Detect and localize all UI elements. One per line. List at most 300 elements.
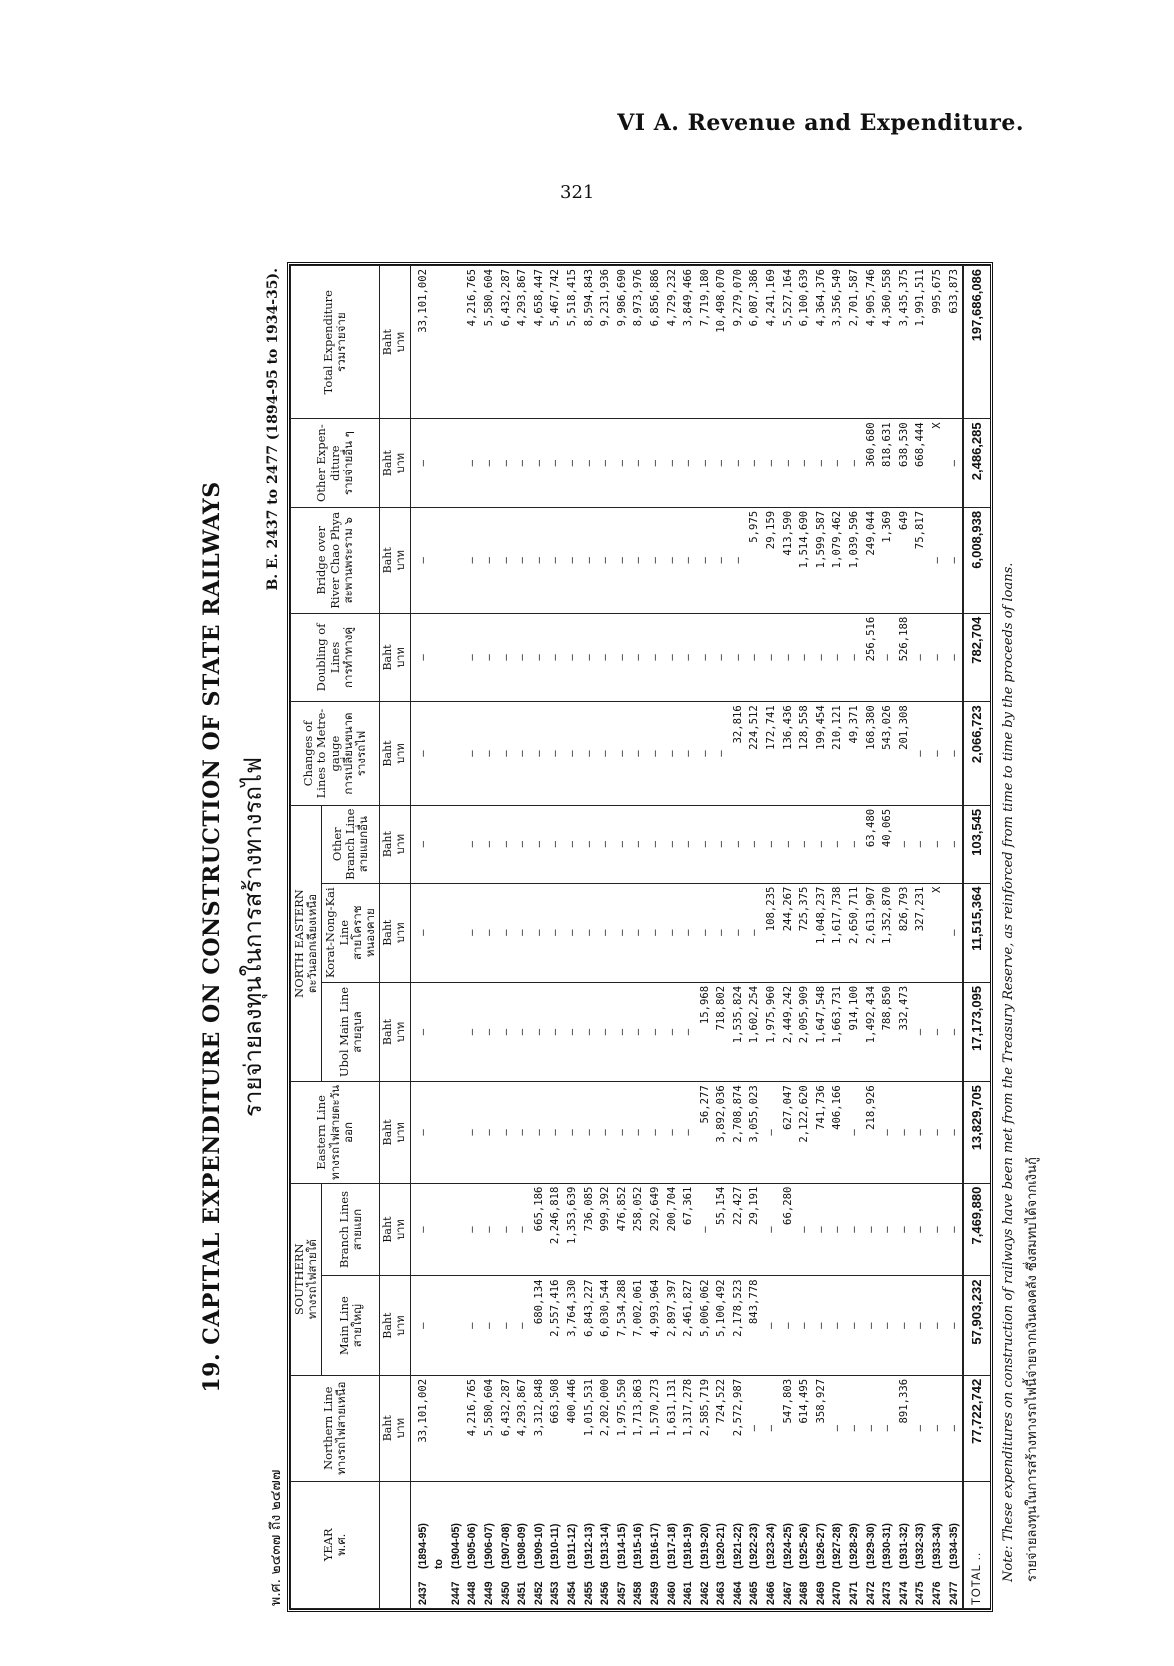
- value-cell: —: [647, 982, 664, 1081]
- value-cell: 826,793: [896, 883, 913, 982]
- value-cell: —: [912, 613, 929, 702]
- value-cell: —: [929, 1082, 946, 1183]
- unit-baht-thai: บาท: [393, 1219, 407, 1240]
- year-cell: [680, 1481, 697, 1608]
- value-cell: 244,267: [780, 883, 797, 982]
- value-cell: —: [697, 1183, 714, 1276]
- total-label: TOTAL ..: [963, 1481, 990, 1608]
- value-cell: —: [680, 507, 697, 613]
- expenditure-table-frame: [287, 262, 993, 1612]
- value-cell: —: [946, 1183, 964, 1276]
- year-ad: (1919-20): [698, 1523, 711, 1569]
- value-cell: —: [946, 883, 964, 982]
- value-cell: 332,473: [896, 982, 913, 1081]
- note-thai: รายจ่ายลงทุนในการสร้างทางรถไฟนี้จ่ายจากเงินคงคลัง ซึ่งสมทบได้จากเงินกู้: [1025, 1157, 1040, 1582]
- value-cell: 210,121: [829, 702, 846, 806]
- value-cell: —: [514, 702, 531, 806]
- unit-baht: Baht: [381, 919, 395, 946]
- value-cell: —: [464, 419, 481, 508]
- value-cell: 3,435,375: [896, 266, 913, 419]
- value-cell: —: [829, 1375, 846, 1481]
- value-cell: 2,650,711: [846, 883, 863, 982]
- value-cell: 1,975,960: [763, 982, 780, 1081]
- value-cell: —: [829, 1276, 846, 1375]
- value-cell: —: [796, 1276, 813, 1375]
- value-cell: 668,444: [912, 419, 929, 508]
- value-cell: 4,216,765: [464, 266, 481, 419]
- header-south-branch: Branch Lines สายแยก: [322, 1183, 380, 1276]
- unit-baht-thai: บาท: [393, 1021, 407, 1043]
- value-cell: 2,095,909: [796, 982, 813, 1081]
- year-cell: [829, 1481, 846, 1608]
- unit-baht: Baht: [381, 450, 395, 477]
- value-cell: 2,557,416: [547, 1276, 564, 1375]
- table-row: [410, 266, 431, 1609]
- value-cell: —: [664, 613, 681, 702]
- value-cell: —: [597, 1082, 614, 1183]
- year-be: 2450: [499, 1581, 512, 1605]
- value-cell: —: [564, 507, 581, 613]
- value-cell: 1,048,237: [813, 883, 830, 982]
- value-cell: [431, 1183, 448, 1276]
- value-cell: —: [614, 702, 631, 806]
- value-cell: 10,498,070: [713, 266, 730, 419]
- value-cell: —: [581, 419, 598, 508]
- total-value: 197,686,086: [963, 266, 990, 419]
- table-row: [896, 266, 913, 1609]
- year-cell: [664, 1481, 681, 1608]
- year-be: 2469: [814, 1581, 827, 1605]
- value-cell: —: [912, 1276, 929, 1375]
- value-cell: 55,154: [713, 1183, 730, 1276]
- year-ad: (1904-05): [449, 1523, 462, 1569]
- value-cell: 199,454: [813, 702, 830, 806]
- year-cell: [547, 1481, 564, 1608]
- value-cell: —: [664, 982, 681, 1081]
- value-cell: —: [410, 613, 431, 702]
- value-cell: —: [829, 419, 846, 508]
- value-cell: —: [498, 702, 515, 806]
- value-cell: —: [630, 507, 647, 613]
- value-cell: —: [846, 1183, 863, 1276]
- value-cell: [448, 266, 465, 419]
- year-ad: (1934-35): [947, 1523, 960, 1569]
- value-cell: —: [514, 1082, 531, 1183]
- value-cell: —: [410, 1082, 431, 1183]
- year-cell: [763, 1481, 780, 1608]
- unit-baht-thai: บาท: [393, 1122, 407, 1143]
- value-cell: 1,535,824: [730, 982, 747, 1081]
- value-cell: —: [796, 1183, 813, 1276]
- value-cell: —: [912, 702, 929, 806]
- total-value: 17,173,095: [963, 982, 990, 1081]
- value-cell: 29,159: [763, 507, 780, 613]
- value-cell: 4,658,447: [531, 266, 548, 419]
- value-cell: —: [946, 1375, 964, 1481]
- value-cell: 8,594,843: [581, 266, 598, 419]
- value-cell: —: [912, 982, 929, 1081]
- table-row: [879, 266, 896, 1609]
- value-cell: —: [763, 419, 780, 508]
- value-cell: —: [481, 702, 498, 806]
- year-cell: [410, 1481, 431, 1608]
- year-cell: [912, 1481, 929, 1608]
- value-cell: 201,308: [896, 702, 913, 806]
- value-cell: —: [581, 702, 598, 806]
- value-cell: —: [763, 805, 780, 883]
- value-cell: —: [813, 805, 830, 883]
- year-cell: [630, 1481, 647, 1608]
- year-ad: (1932-33): [914, 1523, 927, 1569]
- value-cell: [448, 805, 465, 883]
- value-cell: —: [464, 805, 481, 883]
- value-cell: —: [929, 1375, 946, 1481]
- value-cell: —: [912, 805, 929, 883]
- year-be: 2451: [516, 1581, 529, 1605]
- unit-baht-thai: บาท: [393, 743, 407, 764]
- value-cell: —: [929, 507, 946, 613]
- value-cell: —: [946, 1276, 964, 1375]
- value-cell: 2,613,907: [863, 883, 880, 982]
- value-cell: —: [464, 613, 481, 702]
- value-cell: —: [647, 613, 664, 702]
- value-cell: —: [929, 702, 946, 806]
- value-cell: [448, 1082, 465, 1183]
- value-cell: 33,101,002: [410, 266, 431, 419]
- year-be: 2466: [765, 1581, 778, 1605]
- unit-baht: Baht: [381, 644, 395, 671]
- year-cell: [647, 1481, 664, 1608]
- year-cell: [713, 1481, 730, 1608]
- value-cell: —: [746, 805, 763, 883]
- table-row: [547, 266, 564, 1609]
- value-cell: [448, 982, 465, 1081]
- value-cell: 6,030,544: [597, 1276, 614, 1375]
- value-cell: —: [730, 613, 747, 702]
- value-cell: 292,649: [647, 1183, 664, 1276]
- value-cell: —: [879, 1276, 896, 1375]
- value-cell: —: [614, 982, 631, 1081]
- value-cell: —: [410, 419, 431, 508]
- value-cell: —: [630, 883, 647, 982]
- note: [1001, 563, 1016, 1582]
- value-cell: —: [498, 982, 515, 1081]
- value-cell: —: [713, 419, 730, 508]
- value-cell: —: [896, 805, 913, 883]
- table-row: [597, 266, 614, 1609]
- value-cell: —: [481, 419, 498, 508]
- value-cell: —: [680, 419, 697, 508]
- value-cell: —: [481, 1082, 498, 1183]
- year-cell: [863, 1481, 880, 1608]
- value-cell: 1,492,434: [863, 982, 880, 1081]
- value-cell: 3,892,036: [713, 1082, 730, 1183]
- header-total: Total Expenditure รวมรายจ่าย: [291, 266, 380, 419]
- value-cell: —: [481, 507, 498, 613]
- note-text: These expenditures on construction of railways have been met from the Treasury Reserve, as reinforced from time to time by the proceeds of loans.: [1001, 562, 1016, 1542]
- value-cell: —: [531, 419, 548, 508]
- value-cell: 1,713,863: [630, 1375, 647, 1481]
- year-cell: [780, 1481, 797, 1608]
- year-cell: [614, 1481, 631, 1608]
- value-cell: —: [531, 1082, 548, 1183]
- total-value: 77,722,742: [963, 1375, 990, 1481]
- header-other-branch: Other Branch Line สายแยกอื่น: [322, 805, 380, 883]
- value-cell: 7,719,180: [697, 266, 714, 419]
- value-cell: 200,704: [664, 1183, 681, 1276]
- value-cell: —: [846, 1082, 863, 1183]
- value-cell: —: [664, 507, 681, 613]
- value-cell: 1,015,531: [581, 1375, 598, 1481]
- value-cell: 5,580,604: [481, 1375, 498, 1481]
- value-cell: —: [498, 613, 515, 702]
- period-thai: พ.ศ. ๒๔๓๗ ถึง ๒๔๗๗: [268, 1469, 284, 1606]
- value-cell: —: [581, 982, 598, 1081]
- value-cell: 1,647,548: [813, 982, 830, 1081]
- value-cell: —: [647, 805, 664, 883]
- value-cell: [448, 1375, 465, 1481]
- value-cell: 663,508: [547, 1375, 564, 1481]
- value-cell: 63,480: [863, 805, 880, 883]
- total-value: 103,545: [963, 805, 990, 883]
- value-cell: —: [647, 1082, 664, 1183]
- year-ad: (1924-25): [781, 1523, 794, 1569]
- year-be: 2473: [881, 1581, 894, 1605]
- value-cell: —: [531, 982, 548, 1081]
- header-northern: Northern Line ทางรถไฟสายเหนือ: [291, 1375, 380, 1481]
- year-cell: [929, 1481, 946, 1608]
- unit-baht: Baht: [381, 329, 395, 356]
- value-cell: 476,852: [614, 1183, 631, 1276]
- value-cell: —: [564, 883, 581, 982]
- value-cell: —: [581, 1082, 598, 1183]
- table-row: [946, 266, 964, 1609]
- value-cell: 224,512: [746, 702, 763, 806]
- year-cell: [730, 1481, 747, 1608]
- value-cell: —: [697, 507, 714, 613]
- year-be: 2470: [831, 1581, 844, 1605]
- year-be: 2464: [731, 1581, 744, 1605]
- value-cell: —: [514, 1183, 531, 1276]
- value-cell: —: [929, 982, 946, 1081]
- year-be: 2448: [466, 1581, 479, 1605]
- unit-baht-thai: บาท: [393, 922, 407, 943]
- value-cell: —: [597, 419, 614, 508]
- value-cell: 32,816: [730, 702, 747, 806]
- value-cell: [431, 1082, 448, 1183]
- year-cell: [498, 1481, 515, 1608]
- value-cell: —: [746, 613, 763, 702]
- value-cell: —: [630, 702, 647, 806]
- value-cell: —: [581, 805, 598, 883]
- value-cell: —: [410, 1276, 431, 1375]
- value-cell: —: [581, 613, 598, 702]
- value-cell: 1,975,550: [614, 1375, 631, 1481]
- table-row: [498, 266, 515, 1609]
- value-cell: 724,522: [713, 1375, 730, 1481]
- value-cell: —: [780, 805, 797, 883]
- year-ad: (1917-18): [665, 1523, 678, 1569]
- table-row: [630, 266, 647, 1609]
- value-cell: 1,514,690: [796, 507, 813, 613]
- value-cell: 4,216,765: [464, 1375, 481, 1481]
- unit-baht-thai: บาท: [393, 331, 407, 353]
- value-cell: 6,843,227: [581, 1276, 598, 1375]
- value-cell: 9,986,690: [614, 266, 631, 419]
- value-cell: —: [763, 1183, 780, 1276]
- value-cell: —: [564, 419, 581, 508]
- value-cell: —: [630, 613, 647, 702]
- value-cell: —: [498, 1183, 515, 1276]
- table-row: [829, 266, 846, 1609]
- value-cell: —: [697, 613, 714, 702]
- value-cell: —: [647, 419, 664, 508]
- value-cell: —: [929, 1183, 946, 1276]
- value-cell: 327,231: [912, 883, 929, 982]
- value-cell: 172,741: [763, 702, 780, 806]
- table-row: [813, 266, 830, 1609]
- value-cell: —: [730, 883, 747, 982]
- table-row: [846, 266, 863, 1609]
- unit-baht-thai: บาท: [393, 834, 407, 855]
- table-row: [647, 266, 664, 1609]
- year-cell: [481, 1481, 498, 1608]
- year-be: 2458: [632, 1581, 645, 1605]
- year-ad: (1930-31): [881, 1523, 894, 1569]
- value-cell: [431, 883, 448, 982]
- header-doubling: Doubling of Lines การทำทางคู่: [291, 613, 380, 702]
- year-be: 2449: [482, 1581, 495, 1605]
- value-cell: —: [514, 1276, 531, 1375]
- value-cell: 4,360,558: [879, 266, 896, 419]
- unit-baht: Baht: [381, 1119, 395, 1146]
- year-cell: [431, 1481, 448, 1608]
- units-cell: [380, 883, 410, 982]
- year-be: 2454: [565, 1581, 578, 1605]
- value-cell: —: [697, 883, 714, 982]
- value-cell: —: [796, 419, 813, 508]
- value-cell: —: [896, 1082, 913, 1183]
- value-cell: 891,336: [896, 1375, 913, 1481]
- value-cell: [431, 419, 448, 508]
- value-cell: 725,375: [796, 883, 813, 982]
- value-cell: [448, 1276, 465, 1375]
- year-cell: [697, 1481, 714, 1608]
- value-cell: 995,675: [929, 266, 946, 419]
- year-ad: (1909-10): [532, 1523, 545, 1569]
- value-cell: —: [680, 883, 697, 982]
- value-cell: —: [912, 1375, 929, 1481]
- value-cell: —: [946, 1082, 964, 1183]
- value-cell: —: [713, 507, 730, 613]
- total-value: 13,829,705: [963, 1082, 990, 1183]
- year-ad: (1906-07): [482, 1523, 495, 1569]
- value-cell: —: [564, 613, 581, 702]
- value-cell: 360,680: [863, 419, 880, 508]
- year-ad: (1929-30): [864, 1523, 877, 1569]
- value-cell: —: [614, 419, 631, 508]
- year-ad: (1913-14): [599, 1523, 612, 1569]
- value-cell: 249,044: [863, 507, 880, 613]
- value-cell: 66,280: [780, 1183, 797, 1276]
- year-cell: [531, 1481, 548, 1608]
- year-be: 2461: [682, 1581, 695, 1605]
- units-row: [380, 266, 410, 1609]
- value-cell: —: [713, 805, 730, 883]
- value-cell: —: [410, 883, 431, 982]
- value-cell: 2,572,987: [730, 1375, 747, 1481]
- value-cell: —: [647, 883, 664, 982]
- value-cell: —: [846, 1375, 863, 1481]
- year-ad: (1927-28): [831, 1523, 844, 1569]
- value-cell: —: [630, 805, 647, 883]
- value-cell: —: [464, 883, 481, 982]
- table-row: [680, 266, 697, 1609]
- value-cell: —: [829, 1183, 846, 1276]
- value-cell: —: [614, 883, 631, 982]
- value-cell: —: [780, 419, 797, 508]
- value-cell: —: [514, 883, 531, 982]
- value-cell: 2,246,818: [547, 1183, 564, 1276]
- year-ad: (1911-12): [565, 1523, 578, 1569]
- value-cell: —: [597, 507, 614, 613]
- value-cell: 49,371: [846, 702, 863, 806]
- year-be: 2463: [715, 1581, 728, 1605]
- value-cell: —: [614, 805, 631, 883]
- value-cell: —: [547, 702, 564, 806]
- value-cell: —: [564, 982, 581, 1081]
- table-row: [730, 266, 747, 1609]
- total-value: 7,469,880: [963, 1183, 990, 1276]
- value-cell: —: [531, 702, 548, 806]
- value-cell: 1,991,511: [912, 266, 929, 419]
- value-cell: 3,849,466: [680, 266, 697, 419]
- year-be: 2460: [665, 1581, 678, 1605]
- year-be: 2471: [848, 1581, 861, 1605]
- value-cell: 649: [896, 507, 913, 613]
- units-cell: [380, 507, 410, 613]
- value-cell: 3,055,023: [746, 1082, 763, 1183]
- year-ad: (1933-34): [931, 1523, 943, 1569]
- table-row: [912, 266, 929, 1609]
- units-cell: [380, 266, 410, 419]
- value-cell: 2,178,523: [730, 1276, 747, 1375]
- total-value: 782,704: [963, 613, 990, 702]
- value-cell: [431, 613, 448, 702]
- value-cell: —: [813, 419, 830, 508]
- value-cell: —: [630, 982, 647, 1081]
- value-cell: —: [531, 883, 548, 982]
- value-cell: 999,392: [597, 1183, 614, 1276]
- unit-baht-thai: บาท: [393, 1315, 407, 1336]
- unit-baht: Baht: [381, 1312, 395, 1339]
- units-cell: [380, 805, 410, 883]
- value-cell: —: [597, 982, 614, 1081]
- value-cell: —: [863, 1375, 880, 1481]
- value-cell: —: [863, 1183, 880, 1276]
- value-cell: —: [946, 613, 964, 702]
- value-cell: 108,235: [763, 883, 780, 982]
- value-cell: —: [464, 507, 481, 613]
- year-be: 2477: [947, 1581, 960, 1605]
- value-cell: 736,085: [581, 1183, 598, 1276]
- value-cell: 633,873: [946, 266, 964, 419]
- value-cell: 358,927: [813, 1375, 830, 1481]
- value-cell: 2,461,827: [680, 1276, 697, 1375]
- value-cell: 413,590: [780, 507, 797, 613]
- value-cell: —: [697, 419, 714, 508]
- value-cell: 6,432,287: [498, 1375, 515, 1481]
